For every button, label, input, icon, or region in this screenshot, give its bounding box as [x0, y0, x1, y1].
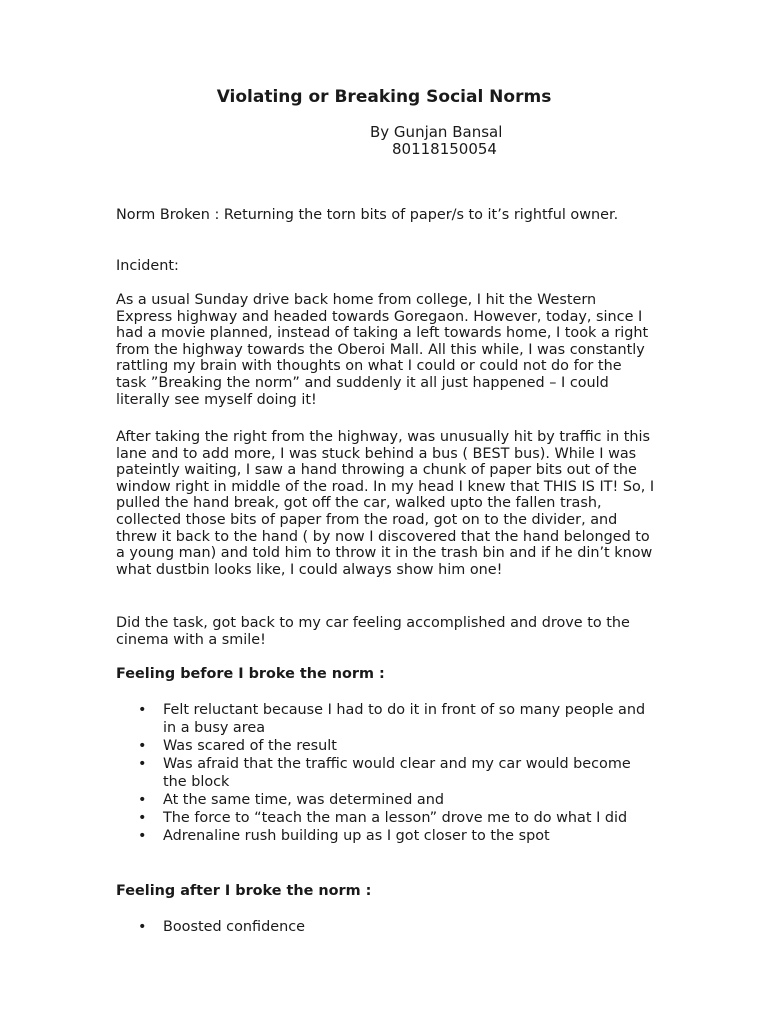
list-item [116, 827, 656, 845]
incident-label: Incident: [116, 258, 179, 274]
list-item-text: Was afraid that the traffic would clear and my car would become the block [163, 756, 631, 790]
author-id: 80118150054 [392, 140, 497, 158]
paragraph-incident: As a usual Sunday drive back home from college, I hit the Western Express highway and headed towards Goregaon. However, today, since I had a movie planned, instead of taking a left towards home, I took a right from the highway towards the Oberoi Mall. All this while, I was constantly rattling my brain with thoughts on what I could or could not do for the task ”Breaking the norm” and suddenly it all just happened – I could literally see myself doing it! [116, 292, 649, 408]
paragraph-details: After taking the right from the highway, was unusually hit by traffic in this lane and to add more, I was stuck behind a bus ( BEST bus). While I was pateintly waiting, I saw a hand throwing a chunk of paper bits out of the window right in middle of the road. In my head I knew that THIS IS IT! So, I pulled the hand break, got off the car, walked upto the fallen trash, collected those bits of paper from the road, got on to the divider, and threw it back to the hand ( by now I discovered that the hand belonged to a young man) and told him to throw it in the trash bin and if he din’t know what dustbin looks like, I could always show him one! [116, 429, 655, 578]
feeling-after-heading: Feeling after I broke the norm : [116, 883, 372, 899]
bullet-icon: • [138, 756, 147, 772]
bullet-icon: • [138, 702, 147, 718]
list-item-text: Boosted confidence [163, 919, 305, 935]
bullet-icon: • [138, 738, 147, 754]
norm-broken-text: Norm Broken : Returning the torn bits of paper/s to it’s rightful owner. [116, 207, 619, 223]
document-title: Violating or Breaking Social Norms [216, 87, 552, 107]
list-item-text: At the same time, was determined and [163, 792, 445, 808]
list-item [116, 737, 656, 755]
list-item-text: Was scared of the result [163, 738, 337, 754]
feeling-before-heading: Feeling before I broke the norm : [116, 666, 385, 682]
author-block [370, 124, 502, 158]
list-item [116, 791, 656, 809]
bullet-icon: • [138, 828, 147, 844]
bullet-icon: • [138, 919, 147, 935]
list-item [116, 809, 656, 827]
bullet-icon: • [138, 810, 147, 826]
author-name: By Gunjan Bansal [370, 123, 503, 141]
list-item [116, 701, 656, 737]
bullet-icon: • [138, 792, 147, 808]
feeling-before-list [116, 701, 656, 845]
list-item-text: Adrenaline rush building up as I got closer to the spot [163, 828, 550, 844]
list-item-text: The force to “teach the man a lesson” drove me to do what I did [163, 810, 628, 826]
list-item [116, 755, 656, 791]
feeling-after-list [116, 918, 656, 936]
paragraph-conclusion: Did the task, got back to my car feeling accomplished and drove to the cinema with a smile! [116, 615, 630, 648]
list-item [116, 918, 656, 936]
list-item-text: Felt reluctant because I had to do it in front of so many people and in a busy area [163, 702, 646, 736]
